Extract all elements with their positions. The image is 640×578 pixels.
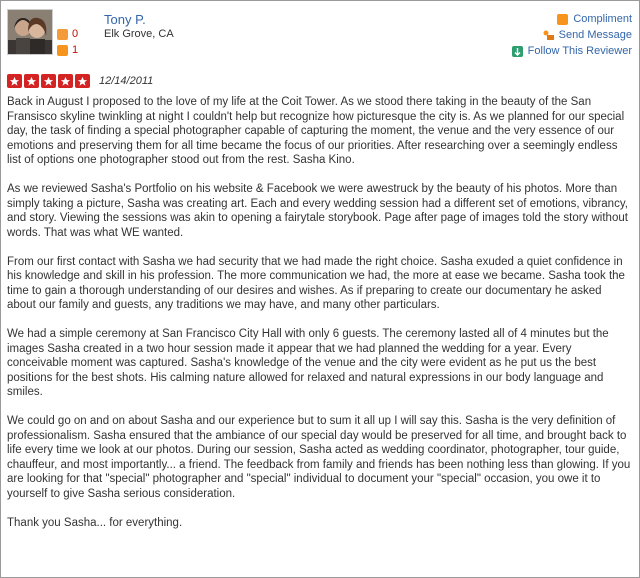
review-paragraph: Thank you Sasha... for everything. [7, 516, 183, 529]
star-badge-icon [57, 45, 68, 56]
message-icon [543, 30, 554, 41]
review-text [7, 95, 633, 545]
reviewer-location: Elk Grove, CA [104, 28, 174, 40]
star-icon [75, 74, 90, 88]
follow-reviewer-button[interactable]: Follow This Reviewer [512, 45, 632, 57]
reviews-count: 1 [57, 44, 78, 56]
star-icon [58, 74, 73, 88]
friends-icon [57, 29, 68, 40]
friends-count: 0 [57, 28, 78, 40]
avatar[interactable] [7, 9, 53, 55]
star-icon [41, 74, 56, 88]
review-paragraph: Back in August I proposed to the love of my life at the Coit Tower. As we stood there taking in the beauty of the San Fransisco skyline twinkling at night I couldn't help but recognize how picturesque the city is. As we planned for our special day, the task of finding a special photographer capable of capturing the moment, the venue and the very essence of our emotions and preserving them for all time became the focus of our priorities. After researching over a seemingly endless list of options one photographer stood out from the rest. Sasha Kino. [7, 96, 625, 166]
reviewer-name[interactable]: Tony P. [104, 12, 146, 27]
send-message-button[interactable]: Send Message [543, 29, 632, 41]
review-paragraph: As we reviewed Sasha's Portfolio on his website & Facebook we were awestruck by the beauty of his photos. More than simply taking a picture, Sasha was creating art. Each and every wedding session had a different set of emotions, vibrancy, and story. Viewing the sessions was akin to opening a fairytale storybook. Page after page of images told the story without words. That was what WE wanted. [7, 183, 628, 239]
star-icon [7, 74, 22, 88]
avatar-photo [8, 10, 52, 54]
star-icon [24, 74, 39, 88]
compliment-icon [557, 14, 568, 25]
follow-icon [512, 46, 523, 57]
review-paragraph: From our first contact with Sasha we had security that we had made the right choice. Sasha exuded a quiet confidence in his knowledge and skill in his profession. The more communication we had, the more at ease we became. Sasha took the time to gain a thorough understanding of our desires and wishes. As if preparing to create our documentary he asked about our family and guests, any traditions we may have, and many other particulars. [7, 255, 625, 311]
compliment-button[interactable]: Compliment [557, 13, 632, 25]
review-date: 12/14/2011 [99, 75, 154, 87]
star-rating [7, 74, 90, 88]
review-paragraph: We had a simple ceremony at San Francisco City Hall with only 6 guests. The ceremony lasted all of 4 minutes but the images Sasha created in a two hour session made it appear that we had planned the wedding for a year. Every conceivable moment was captured. Sasha's knowledge of the venue and the city were evident as he put us the best positions for the best shots. His calming nature allowed for relaxed and natural expressions in our body language and smiles. [7, 328, 609, 398]
review-paragraph: We could go on and on about Sasha and our experience but to sum it all up I will say this. Sasha is the very definition of professionalism. Sasha ensured that the ambiance of our special day would be preserved for all time, and brought back to life every time we look at our photos. During our session, Sasha acted as wedding coordinator, photographer, tour guide, chauffeur, and most importantly... a friend. The feedback from family and friends has been nothing less than glowing. If you are looking for that "special" photographer and "special" individual to document your "special" occasion, you owe it to yourself to give Sasha serious consideration. [7, 415, 631, 500]
